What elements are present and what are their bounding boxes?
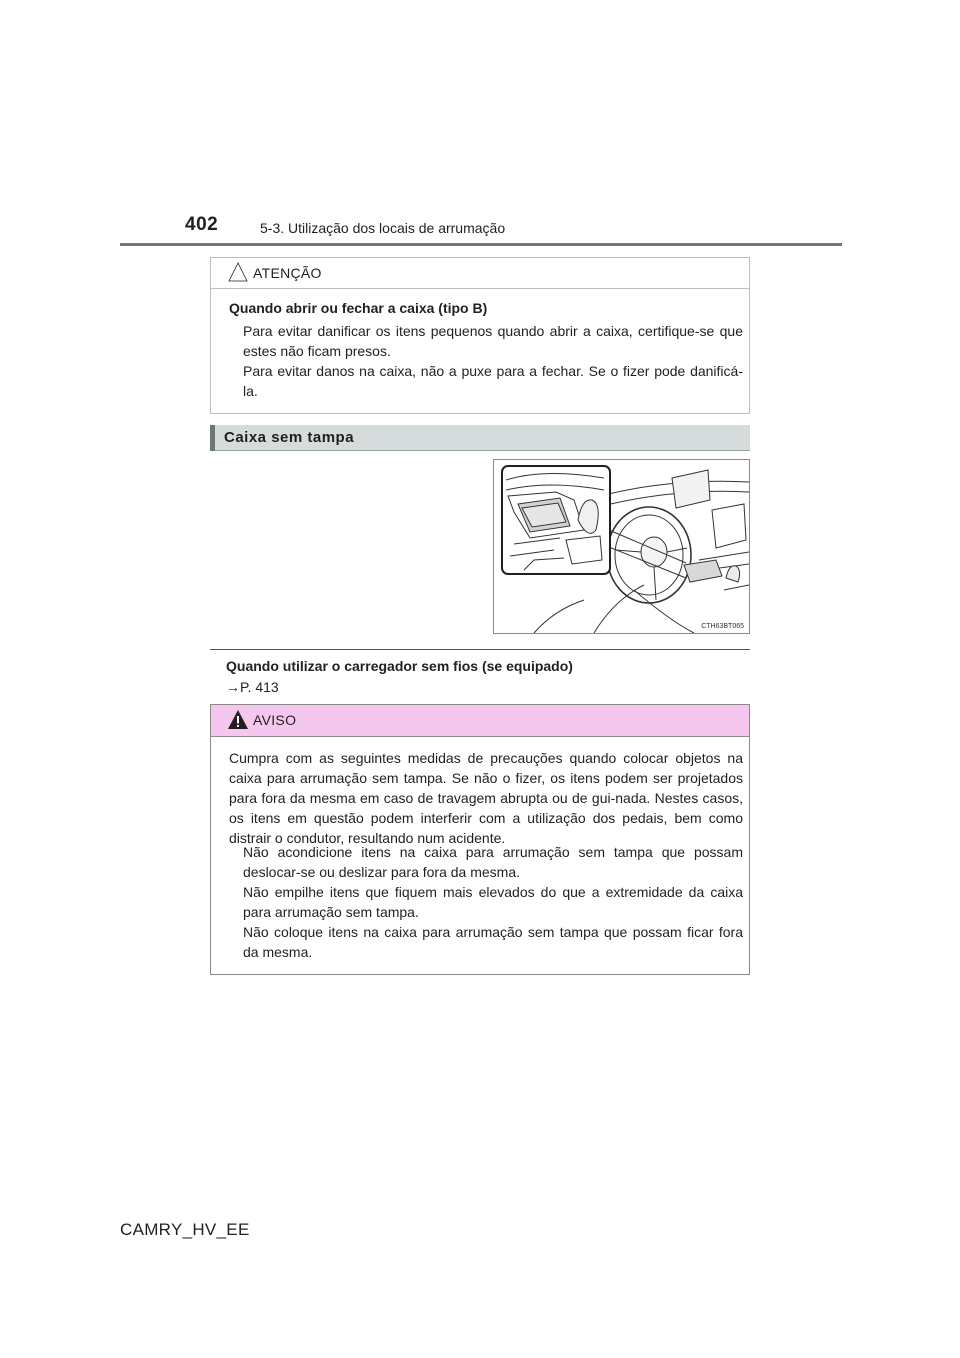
caution-item: Para evitar danos na caixa, não a puxe para a fechar. Se o fizer pode danificá-la. (243, 363, 743, 399)
figure-code: CTH63BT065 (701, 623, 744, 630)
page-number: 402 (185, 214, 219, 235)
model-code: CAMRY_HV_EE (120, 1220, 250, 1239)
warning-triangle-icon (227, 709, 249, 731)
console-tray-illustration (493, 459, 750, 634)
notice-title: AVISO (253, 712, 297, 728)
divider (210, 649, 750, 650)
section-title: 5-3. Utilização dos locais de arrumação (260, 220, 506, 236)
notice-intro: Cumpra com as seguintes medidas de precauções quando colocar objetos na caixa para arrumação sem tampa. Se não o fizer, os itens podem ser projetados para fora da mesma em caso de travagem abrupta ou de gui-nada. Nestes casos, os itens em questão podem interferir com a utilização dos pedais, bem como distrair o condutor, resultando num acidente. (229, 750, 743, 846)
section-heading-bar (210, 425, 750, 451)
notice-box (210, 704, 750, 975)
page-reference-link[interactable]: →P. 413 (226, 679, 279, 695)
section-heading: Caixa sem tampa (224, 429, 355, 446)
notice-item: Não acondicione itens na caixa para arrumação sem tampa que possam deslocar-se ou deslizar para fora da mesma. (243, 844, 743, 880)
section-heading-accent (210, 425, 215, 451)
caution-header (211, 258, 749, 289)
notice-item: Não empilhe itens que fiquem mais elevados do que a extremidade da caixa para arrumação sem tampa. (243, 884, 743, 920)
caution-subheading: Quando abrir ou fechar a caixa (tipo B) (229, 300, 488, 316)
warning-triangle-outline-icon (227, 261, 249, 283)
wireless-charger-heading: Quando utilizar o carregador sem fios (se equipado) (226, 658, 573, 674)
caution-title: ATENÇÃO (253, 265, 322, 281)
caution-item: Para evitar danificar os itens pequenos quando abrir a caixa, certifique-se que estes não ficam presos. (243, 323, 743, 359)
notice-header (211, 705, 749, 737)
header-rule (120, 243, 842, 246)
notice-item: Não coloque itens na caixa para arrumação sem tampa que possam ficar fora da mesma. (243, 924, 743, 960)
caution-box (210, 257, 750, 414)
car-interior-drawing (494, 460, 749, 633)
